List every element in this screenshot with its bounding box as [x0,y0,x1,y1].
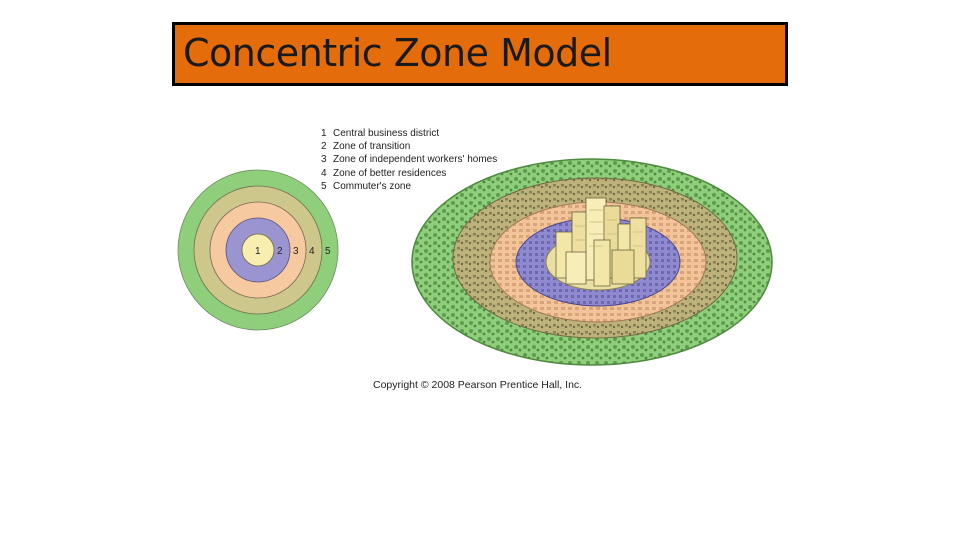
zone-number-5: 5 [325,246,331,257]
zone-number-4: 4 [309,246,315,257]
legend-label: Central business district [333,128,440,139]
skyscraper [612,250,634,284]
skyscraper [594,240,610,286]
legend-label: Zone of independent workers' homes [333,154,498,166]
legend-number: 5 [321,180,327,192]
city-illustration [412,159,772,365]
legend-label: Commuter's zone [333,180,412,192]
legend-number: 3 [321,154,327,166]
skyscraper [566,252,586,284]
copyright-notice: Copyright © 2008 Pearson Prentice Hall, Inc. [373,379,583,391]
slide-title: Concentric Zone Model [183,31,612,75]
zone-number-2: 2 [277,246,283,257]
legend-number: 2 [321,141,327,153]
legend-number: 4 [321,167,327,179]
legend-number: 1 [321,128,327,139]
zone-number-1: 1 [255,246,261,257]
legend-label: Zone of transition [333,141,411,153]
legend-label: Zone of better residences [333,167,447,179]
zone-number-3: 3 [293,246,299,257]
